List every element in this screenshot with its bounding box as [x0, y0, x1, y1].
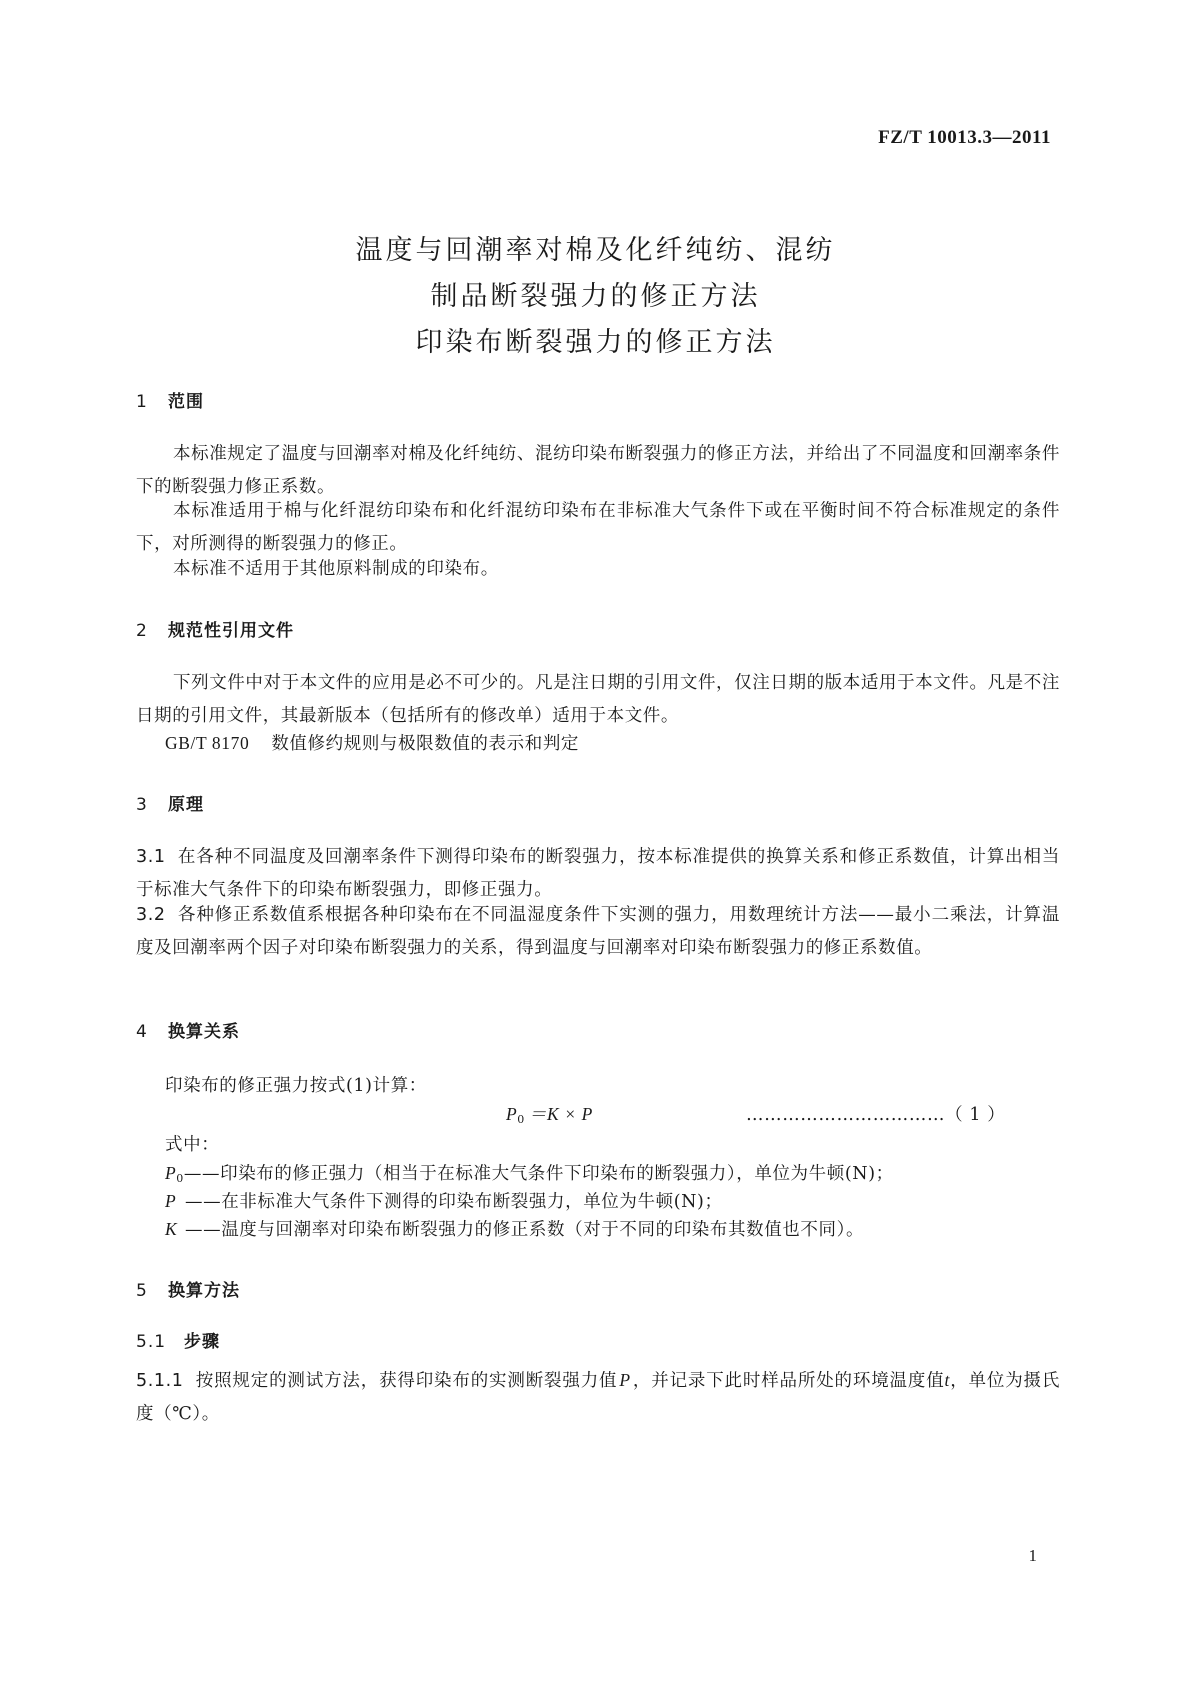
document-title [0, 228, 1191, 366]
definition-p0: $P_0——$印染布的修正强力（相当于在标准大气条件下印染布的断裂强力），单位为牛顿(N)； [165, 1163, 894, 1185]
definition-p: P ——在非标准大气条件下测得的印染布断裂强力，单位为牛顿(N)； [165, 1191, 723, 1212]
standard-code: FZ/T 10013.3—2011 [878, 127, 1051, 148]
title-line-1: 温度与回潮率对棉及化纤纯纺、混纺 [355, 235, 836, 266]
formula-intro: 印染布的修正强力按式(1)计算： [165, 1076, 427, 1096]
section-1-heading: 1 范围 [136, 392, 204, 412]
subsection-5-1-heading: 5.1 步骤 [136, 1332, 220, 1352]
section-5-heading: 5 换算方法 [136, 1281, 240, 1301]
page-number: 1 [1028, 1546, 1037, 1565]
section-4-heading: 4 换算关系 [136, 1022, 240, 1042]
reference-title: 数值修约规则与极限数值的表示和判定 [271, 734, 580, 754]
formula-number: ……………………………（ 1 ） [746, 1105, 1006, 1125]
section-1-para-3: 本标准不适用于其他原料制成的印染布。 [173, 559, 499, 579]
where-label: 式中： [165, 1135, 220, 1155]
formula: $P_0 =K \times P$ [506, 1104, 593, 1126]
section-1-para-2: 本标准适用于棉与化纤混纺印染布和化纤混纺印染布在非标准大气条件下或在平衡时间不符合标准规定的条件下，对所测得的断裂强力的修正。 [136, 501, 1060, 554]
reference-code: GB/T 8170 [165, 733, 250, 753]
clause-3-2: 3.2 各种修正系数值系根据各种印染布在不同温湿度条件下实测的强力，用数理统计方法——最小二乘法，计算温度及回潮率两个因子对印染布断裂强力的关系，得到温度与回潮率对印染布断裂强力的修正系数值。 [136, 905, 1060, 958]
definition-k: K ——温度与回潮率对印染布断裂强力的修正系数（对于不同的印染布其数值也不同）。 [165, 1219, 865, 1240]
title-line-3: 印染布断裂强力的修正方法 [415, 327, 776, 358]
section-1-para-1: 本标准规定了温度与回潮率对棉及化纤纯纺、混纺印染布断裂强力的修正方法，并给出了不同温度和回潮率条件下的断裂强力修正系数。 [136, 444, 1060, 497]
normative-reference [165, 730, 579, 755]
title-line-2: 制品断裂强力的修正方法 [430, 281, 761, 312]
section-2-para-1: 下列文件中对于本文件的应用是必不可少的。凡是注日期的引用文件，仅注日期的版本适用于本文件。凡是不注日期的引用文件，其最新版本（包括所有的修改单）适用于本文件。 [136, 673, 1060, 726]
clause-3-1: 3.1 在各种不同温度及回潮率条件下测得印染布的断裂强力，按本标准提供的换算关系和修正系数值，计算出相当于标准大气条件下的印染布断裂强力，即修正强力。 [136, 847, 1060, 900]
clause-5-1-1: 5.1.1 按照规定的测试方法，获得印染布的实测断裂强力值 P ，并记录下此时样品所处的环境温度值t，单位为摄氏度（℃）。 [136, 1370, 1060, 1424]
section-2-heading: 2 规范性引用文件 [136, 621, 294, 641]
section-3-heading: 3 原理 [136, 795, 204, 815]
